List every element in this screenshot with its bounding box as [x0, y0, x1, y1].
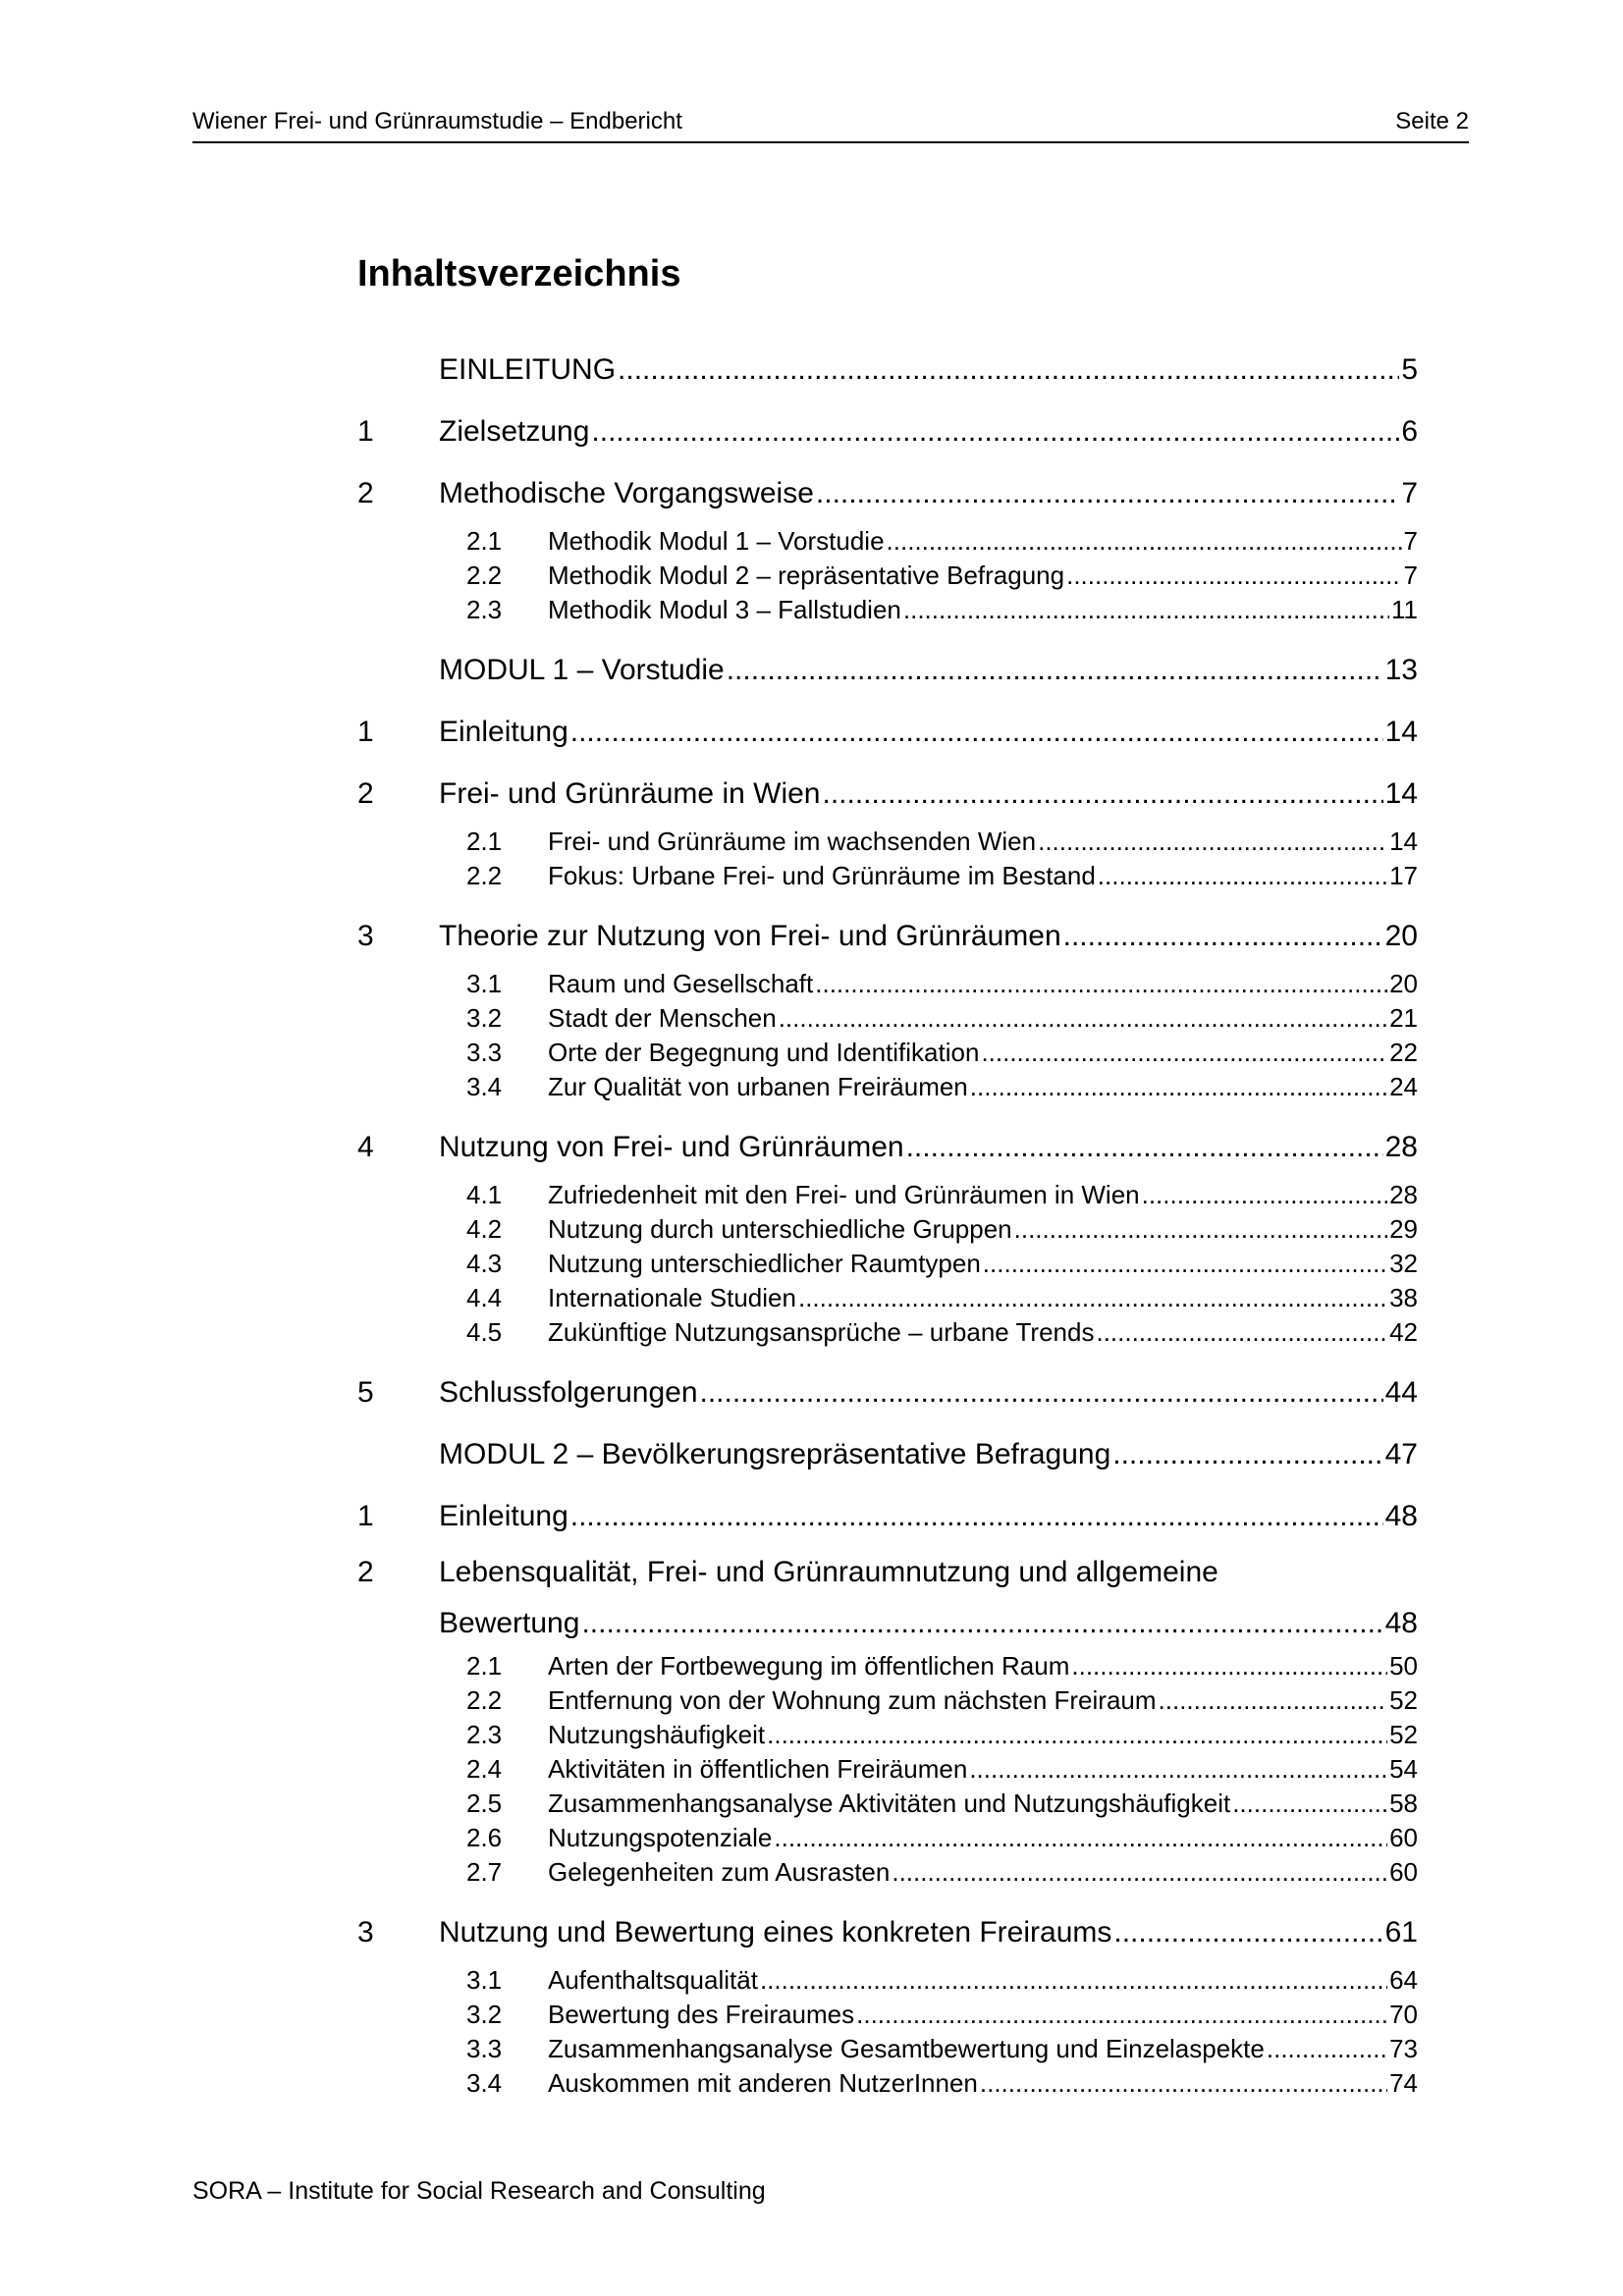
page-header: [192, 102, 1469, 143]
toc-entry[interactable]: [357, 1212, 1418, 1247]
toc-entry-page: 14: [1384, 716, 1418, 748]
toc-entry-label: Entfernung von der Wohnung zum nächsten Freiraum: [548, 1685, 1157, 1715]
toc-entry-label: Orte der Begegnung und Identifikation: [548, 1038, 980, 1067]
toc-entry-number: 4.3: [466, 1249, 503, 1278]
toc-entry[interactable]: [357, 1901, 1418, 1963]
toc-entry[interactable]: [357, 905, 1418, 967]
toc-leader-dots: [727, 639, 1383, 701]
toc-leader-dots: [767, 1718, 1387, 1752]
toc-entry-label: Frei- und Grünräume in Wien: [439, 777, 821, 810]
toc-entry-label: Raum und Gesellschaft: [548, 969, 814, 998]
toc-entry-page: 7: [1403, 526, 1418, 556]
toc-entry-number: 2.7: [466, 1857, 503, 1887]
toc-entry-page: 20: [1384, 920, 1418, 952]
toc-entry[interactable]: [357, 1752, 1418, 1787]
toc-entry-number: 3: [357, 1916, 374, 1949]
toc-entry-number: 3.4: [466, 1072, 503, 1101]
toc-entry[interactable]: [357, 1683, 1418, 1718]
toc-leader-dots: [591, 400, 1399, 462]
toc-entry-label: Fokus: Urbane Frei- und Grünräume im Bestand: [548, 861, 1096, 890]
toc-entry-number: 2.6: [466, 1823, 503, 1852]
toc-entry[interactable]: [357, 825, 1418, 859]
toc-leader-dots: [774, 1821, 1387, 1855]
toc-leader-dots: [1096, 1315, 1387, 1350]
page-footer: SORA – Institute for Social Research and Consulting: [192, 2177, 766, 2205]
toc-entry-page: 20: [1389, 969, 1418, 998]
toc-entry-number: 2.3: [466, 595, 503, 624]
toc-entry-page: 50: [1389, 1651, 1418, 1681]
toc-entry[interactable]: [357, 1787, 1418, 1821]
toc-entry-page: 6: [1401, 415, 1418, 448]
toc-leader-dots: [1071, 1649, 1387, 1683]
toc-entry-page: 29: [1389, 1214, 1418, 1244]
toc-leader-dots: [570, 1485, 1383, 1547]
toc-entry-number: 3.1: [466, 1965, 503, 1995]
toc-entry-page: 54: [1389, 1754, 1418, 1784]
toc-entry-page: 14: [1389, 827, 1418, 856]
toc-entry[interactable]: [357, 967, 1418, 1001]
toc-entry-label: Auskommen mit anderen NutzerInnen: [548, 2068, 978, 2098]
toc-entry-number: 2: [357, 1556, 374, 1588]
toc-entry-label: Gelegenheiten zum Ausrasten: [548, 1857, 891, 1887]
toc-entry-label: Nutzung unterschiedlicher Raumtypen: [548, 1249, 981, 1278]
toc-entry-page: 44: [1384, 1376, 1418, 1409]
toc-entry[interactable]: [357, 1855, 1418, 1890]
toc-entry-page: 60: [1389, 1823, 1418, 1852]
toc-entry-number: 3.2: [466, 1003, 503, 1033]
toc-leader-dots: [700, 1362, 1383, 1423]
toc-entry[interactable]: [357, 1963, 1418, 1998]
toc-entry[interactable]: [357, 1998, 1418, 2032]
toc-entry-page: 74: [1389, 2068, 1418, 2098]
toc-entry-label: Schlussfolgerungen: [439, 1376, 698, 1409]
toc-leader-dots: [1063, 905, 1383, 967]
toc-entry-label: Stadt der Menschen: [548, 1003, 777, 1033]
toc-leader-dots: [983, 1247, 1387, 1281]
toc-entry-number: 2: [357, 777, 374, 810]
toc-entry[interactable]: [357, 1362, 1418, 1423]
toc-leader-dots: [981, 1036, 1387, 1070]
table-of-contents: [357, 339, 1418, 2112]
toc-entry-number: 3.3: [466, 1038, 503, 1067]
header-page-number: Seite 2: [1395, 108, 1469, 134]
toc-entry-number: 3.4: [466, 2068, 503, 2098]
toc-entry[interactable]: [357, 1001, 1418, 1036]
toc-leader-dots: [570, 701, 1383, 763]
toc-entry-page: 14: [1384, 777, 1418, 810]
toc-leader-dots: [856, 1998, 1387, 2032]
toc-entry-number: 2.1: [466, 827, 503, 856]
toc-entry-label: Zielsetzung: [439, 415, 590, 448]
toc-leader-dots: [1113, 1901, 1382, 1963]
toc-entry-number: 4.2: [466, 1214, 503, 1244]
toc-entry[interactable]: [357, 593, 1418, 627]
toc-entry-label: Methodische Vorgangsweise: [439, 477, 814, 509]
toc-entry-label: Methodik Modul 2 – repräsentative Befragung: [548, 561, 1065, 590]
toc-entry-page: 17: [1389, 861, 1418, 890]
toc-entry-number: 3.3: [466, 2034, 503, 2063]
toc-entry[interactable]: [357, 1821, 1418, 1855]
toc-entry[interactable]: [357, 1247, 1418, 1281]
toc-entry[interactable]: [357, 1036, 1418, 1070]
toc-entry-page: 61: [1384, 1916, 1418, 1949]
toc-entry-label: Frei- und Grünräume im wachsenden Wien: [548, 827, 1037, 856]
toc-entry-number: 2.5: [466, 1789, 503, 1818]
toc-entry[interactable]: [357, 763, 1418, 825]
toc-entry-number: 2.2: [466, 1685, 503, 1715]
toc-entry-page: 11: [1391, 595, 1418, 624]
toc-entry-page: 24: [1389, 1072, 1418, 1101]
toc-leader-dots: [903, 593, 1389, 627]
toc-entry-label: Bewertung: [439, 1607, 580, 1639]
toc-entry[interactable]: [357, 1116, 1418, 1178]
toc-entry-number: 2.2: [466, 561, 503, 590]
toc-leader-dots: [1142, 1178, 1387, 1212]
toc-entry-page: 52: [1389, 1720, 1418, 1749]
toc-entry-label: Aktivitäten in öffentlichen Freiräumen: [548, 1754, 968, 1784]
toc-entry-line: [357, 1547, 1418, 1598]
toc-entry-page: 7: [1401, 477, 1418, 509]
toc-entry[interactable]: [357, 1485, 1418, 1547]
toc-leader-dots: [1112, 1423, 1382, 1485]
toc-entry[interactable]: [357, 1547, 1418, 1649]
toc-entry-label: Nutzungspotenziale: [548, 1823, 773, 1852]
toc-entry-label: Methodik Modul 1 – Vorstudie: [548, 526, 885, 556]
toc-entry-page: 52: [1389, 1685, 1418, 1715]
toc-entry-page: 21: [1389, 1003, 1418, 1033]
toc-entry-page: 7: [1403, 561, 1418, 590]
toc-entry-label: Arten der Fortbewegung im öffentlichen Raum: [548, 1651, 1070, 1681]
toc-entry[interactable]: [357, 1281, 1418, 1315]
toc-entry-label: Zur Qualität von urbanen Freiräumen: [548, 1072, 968, 1101]
toc-entry-label: Aufenthaltsqualität: [548, 1965, 758, 1995]
toc-entry-page: 28: [1389, 1180, 1418, 1209]
toc-entry-number: 1: [357, 716, 374, 748]
toc-leader-dots: [1098, 859, 1387, 893]
toc-entry[interactable]: [357, 524, 1418, 559]
toc-entry-label: EINLEITUNG: [439, 353, 617, 386]
toc-entry-page: 48: [1384, 1500, 1418, 1532]
toc-entry-label: Methodik Modul 3 – Fallstudien: [548, 595, 901, 624]
toc-entry-label: MODUL 2 – Bevölkerungsrepräsentative Befragung: [439, 1438, 1111, 1470]
toc-entry-number: 4.1: [466, 1180, 503, 1209]
toc-entry-label: Zukünftige Nutzungsansprüche – urbane Trends: [548, 1317, 1095, 1347]
toc-entry-number: 3.2: [466, 2000, 503, 2029]
toc-leader-dots: [887, 524, 1402, 559]
toc-entry-number: 2: [357, 477, 374, 509]
toc-entry-number: 2.2: [466, 861, 503, 890]
toc-entry-page: 22: [1389, 1038, 1418, 1067]
toc-entry[interactable]: [357, 559, 1418, 593]
toc-leader-dots: [1014, 1212, 1387, 1247]
toc-entry[interactable]: [357, 639, 1418, 701]
toc-entry[interactable]: [357, 400, 1418, 462]
toc-entry[interactable]: [357, 1070, 1418, 1104]
toc-entry-label: Einleitung: [439, 1500, 568, 1532]
toc-entry[interactable]: [357, 1423, 1418, 1485]
toc-entry[interactable]: [357, 1718, 1418, 1752]
toc-entry-page: 42: [1389, 1317, 1418, 1347]
toc-entry-number: 4: [357, 1131, 374, 1163]
toc-title: Inhaltsverzeichnis: [357, 253, 681, 294]
toc-entry-page: 38: [1389, 1283, 1418, 1312]
toc-entry-label: Nutzung von Frei- und Grünräumen: [439, 1131, 904, 1163]
toc-entry-number: 1: [357, 1500, 374, 1532]
toc-leader-dots: [760, 1963, 1387, 1998]
toc-entry-label: MODUL 1 – Vorstudie: [439, 654, 725, 686]
toc-entry-page: 58: [1389, 1789, 1418, 1818]
toc-entry-page: 13: [1384, 654, 1418, 686]
toc-entry-page: 70: [1389, 2000, 1418, 2029]
toc-leader-dots: [822, 763, 1382, 825]
toc-entry[interactable]: [357, 859, 1418, 893]
toc-entry-page: 73: [1389, 2034, 1418, 2063]
toc-entry-number: 2.1: [466, 1651, 503, 1681]
toc-leader-dots: [816, 462, 1399, 524]
toc-entry-page: 28: [1384, 1131, 1418, 1163]
toc-entry-number: 3.1: [466, 969, 503, 998]
toc-entry[interactable]: [357, 1178, 1418, 1212]
toc-leader-dots: [892, 1855, 1387, 1890]
toc-leader-dots: [815, 967, 1387, 1001]
toc-entry-label: Zusammenhangsanalyse Aktivitäten und Nutzungshäufigkeit: [548, 1789, 1231, 1818]
toc-entry-label: Nutzung durch unterschiedliche Gruppen: [548, 1214, 1012, 1244]
toc-leader-dots: [798, 1281, 1387, 1315]
toc-entry-number: 2.3: [466, 1720, 503, 1749]
toc-entry-label: Einleitung: [439, 716, 568, 748]
toc-entry-label: Theorie zur Nutzung von Frei- und Grünräumen: [439, 920, 1061, 952]
toc-entry[interactable]: [357, 339, 1418, 400]
toc-entry-label: Nutzungshäufigkeit: [548, 1720, 766, 1749]
toc-entry-page: 64: [1389, 1965, 1418, 1995]
toc-entry-number: 4.5: [466, 1317, 503, 1347]
toc-entry[interactable]: [357, 1649, 1418, 1683]
toc-entry-number: 1: [357, 415, 374, 448]
toc-entry-page: 60: [1389, 1857, 1418, 1887]
toc-entry-label: Internationale Studien: [548, 1283, 796, 1312]
toc-entry-label: Bewertung des Freiraumes: [548, 2000, 855, 2029]
toc-entry-label: Zusammenhangsanalyse Gesamtbewertung und Einzelaspekte: [548, 2034, 1265, 2063]
toc-entry-label: Zufriedenheit mit den Frei- und Grünräumen in Wien: [548, 1180, 1140, 1209]
toc-entry[interactable]: [357, 1315, 1418, 1350]
toc-entry-number: 3: [357, 920, 374, 952]
toc-entry[interactable]: [357, 2032, 1418, 2066]
toc-leader-dots: [906, 1116, 1383, 1178]
toc-entry-number: 4.4: [466, 1283, 503, 1312]
header-title: Wiener Frei- und Grünraumstudie – Endbericht: [192, 108, 682, 134]
toc-entry-number: 5: [357, 1376, 374, 1409]
toc-leader-dots: [618, 339, 1399, 400]
toc-entry-label: Nutzung und Bewertung eines konkreten Freiraums: [439, 1916, 1112, 1949]
toc-leader-dots: [969, 1752, 1387, 1787]
toc-entry-line: [357, 1598, 1418, 1649]
toc-leader-dots: [980, 2066, 1387, 2101]
toc-entry[interactable]: [357, 462, 1418, 524]
toc-leader-dots: [581, 1598, 1382, 1649]
toc-leader-dots: [1038, 825, 1387, 859]
toc-leader-dots: [970, 1070, 1387, 1104]
toc-leader-dots: [779, 1001, 1387, 1036]
toc-leader-dots: [1267, 2032, 1387, 2066]
toc-entry-label: Lebensqualität, Frei- und Grünraumnutzung und allgemeine: [439, 1556, 1218, 1588]
toc-entry-number: 2.1: [466, 526, 503, 556]
toc-entry-page: 5: [1401, 353, 1418, 386]
toc-entry[interactable]: [357, 701, 1418, 763]
toc-leader-dots: [1232, 1787, 1387, 1821]
toc-leader-dots: [1159, 1683, 1388, 1718]
toc-entry[interactable]: [357, 2066, 1418, 2101]
toc-entry-page: 48: [1384, 1607, 1418, 1639]
toc-entry-page: 32: [1389, 1249, 1418, 1278]
toc-entry-number: 2.4: [466, 1754, 503, 1784]
toc-leader-dots: [1066, 559, 1401, 593]
toc-entry-page: 47: [1384, 1438, 1418, 1470]
